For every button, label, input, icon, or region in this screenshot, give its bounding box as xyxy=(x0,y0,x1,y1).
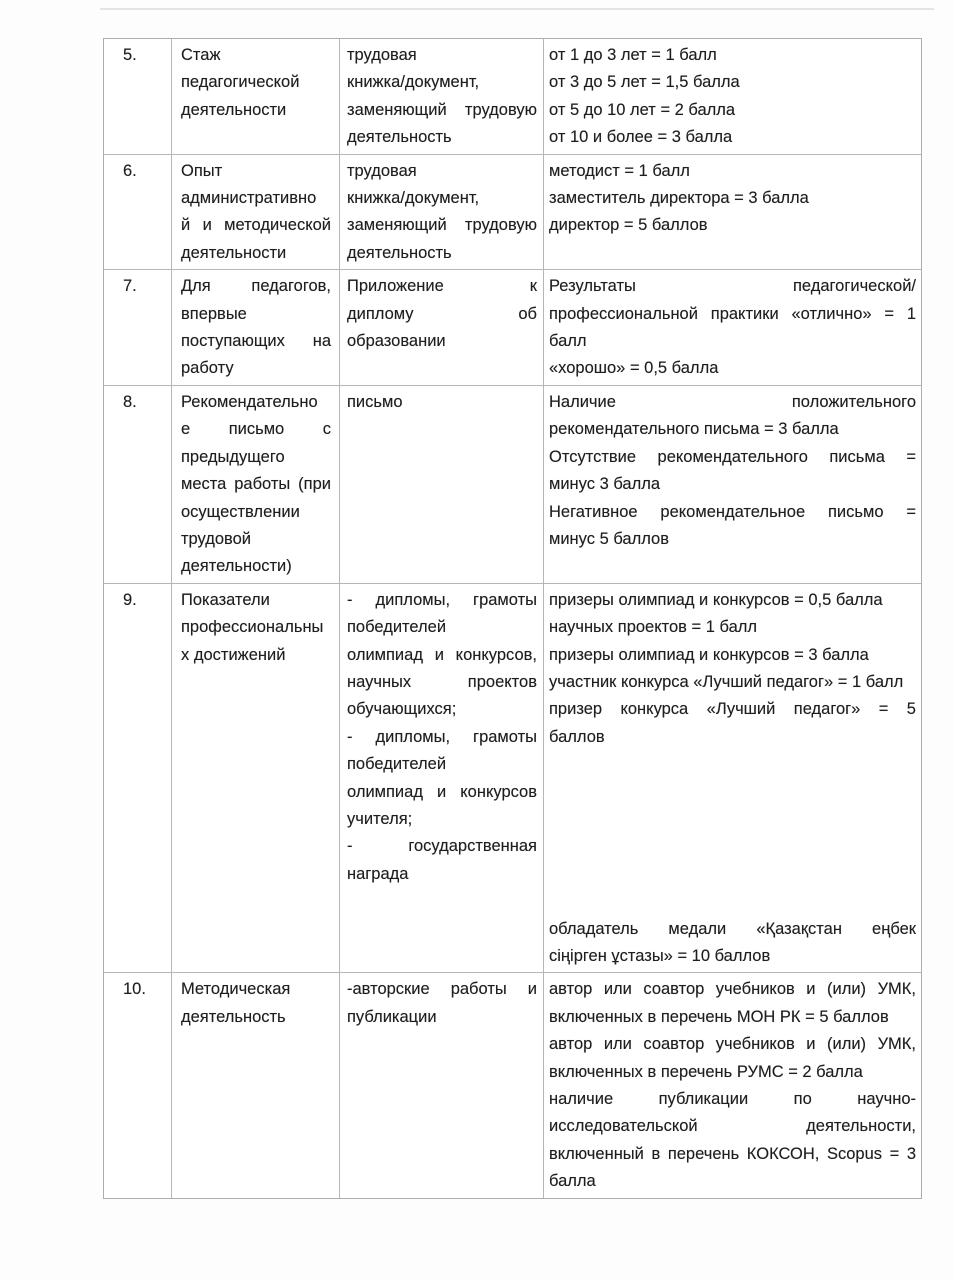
text-line: балла xyxy=(549,1172,596,1191)
table-row xyxy=(104,973,921,1197)
cell-documents xyxy=(340,39,544,155)
text-line: от 1 до 3 лет = 1 балл xyxy=(549,46,717,64)
text-line: педагогической xyxy=(181,73,300,92)
text-line: от 5 до 10 лет = 2 балла xyxy=(549,100,736,119)
cell-number xyxy=(104,39,172,155)
cell-criterion xyxy=(172,584,340,974)
text-line: Результаты педагогической/ xyxy=(549,277,916,296)
text-line: победителей xyxy=(347,618,447,637)
text-line: награда xyxy=(347,864,409,883)
text-line: трудовая xyxy=(347,46,417,64)
cell-documents xyxy=(340,386,544,584)
row-number: 6. xyxy=(123,161,137,180)
blank-line xyxy=(549,779,916,806)
cell-number xyxy=(104,270,172,386)
text-line: от 3 до 5 лет = 1,5 балла xyxy=(549,73,740,92)
text-line: участник конкурса «Лучший педагог» = 1 балл xyxy=(549,672,904,691)
text-line: трудовой xyxy=(181,529,252,548)
text-line: включенных в перечень МОН РК = 5 баллов xyxy=(549,1007,889,1026)
row-number: 7. xyxy=(123,277,137,296)
text-line: е письмо с xyxy=(181,420,331,439)
blank-line xyxy=(549,888,916,915)
text-line: научных проектов xyxy=(347,672,537,691)
text-line: Стаж xyxy=(181,46,221,64)
text-line: сіңірген ұстазы» = 10 баллов xyxy=(549,946,771,965)
text-line: включенных в перечень РУМС = 2 балла xyxy=(549,1062,863,1081)
cell-scoring xyxy=(544,386,921,584)
text-line: победителей xyxy=(347,755,447,774)
text-line: трудовая xyxy=(347,161,417,180)
text-line: осуществлении xyxy=(181,502,300,521)
cell-criterion xyxy=(172,386,340,584)
text-line: автор или соавтор учебников и (или) УМК, xyxy=(549,980,916,999)
text-line: обладатель медали «Қазақстан еңбек xyxy=(549,919,916,938)
text-line: Рекомендательно xyxy=(181,392,318,411)
text-line: деятельности xyxy=(181,243,287,262)
table-row xyxy=(104,270,921,386)
text-line: баллов xyxy=(549,727,605,746)
text-line: деятельность xyxy=(347,128,452,147)
blank-line xyxy=(549,833,916,860)
text-line: поступающих на xyxy=(181,332,331,351)
cell-number xyxy=(104,386,172,584)
cell-criterion xyxy=(172,39,340,155)
text-line: заместитель директора = 3 балла xyxy=(549,189,809,208)
text-line: письмо xyxy=(347,392,403,411)
text-line: обучающихся; xyxy=(347,700,457,719)
text-line: й и методической xyxy=(181,216,331,235)
text-line: -авторские работы и xyxy=(347,980,537,999)
cell-criterion xyxy=(172,973,340,1197)
cell-number xyxy=(104,973,172,1197)
cell-documents xyxy=(340,155,544,271)
table-row xyxy=(104,584,921,974)
cell-criterion xyxy=(172,270,340,386)
text-line: Показатели xyxy=(181,590,270,609)
cell-scoring xyxy=(544,973,921,1197)
text-line: наличие публикации по научно- xyxy=(549,1089,916,1108)
text-line: Негативное рекомендательное письмо = xyxy=(549,502,916,521)
text-line: минус 3 балла xyxy=(549,475,661,494)
text-line: книжка/документ, xyxy=(347,73,480,92)
text-line: методист = 1 балл xyxy=(549,161,690,180)
criteria-table xyxy=(103,38,922,1199)
row-number: 9. xyxy=(123,590,137,609)
text-line: - государственная xyxy=(347,837,537,856)
text-line: исследовательской деятельности, xyxy=(549,1117,916,1136)
text-line: призеры олимпиад и конкурсов = 0,5 балла xyxy=(549,590,883,609)
text-line: Методическая xyxy=(181,980,291,999)
text-line: научных проектов = 1 балл xyxy=(549,618,758,637)
table-row xyxy=(104,155,921,271)
cell-documents xyxy=(340,584,544,974)
text-line: от 10 и более = 3 балла xyxy=(549,128,733,147)
text-line: диплому об xyxy=(347,304,537,323)
cell-documents xyxy=(340,270,544,386)
cell-criterion xyxy=(172,155,340,271)
cell-number xyxy=(104,155,172,271)
text-line: «хорошо» = 0,5 балла xyxy=(549,359,719,378)
blank-line xyxy=(549,751,916,778)
table-row xyxy=(104,39,921,155)
text-line: впервые xyxy=(181,304,247,323)
text-line: заменяющий трудовую xyxy=(347,216,537,235)
text-line: Опыт xyxy=(181,161,223,180)
text-line: Для педагогов, xyxy=(181,277,331,296)
cell-scoring xyxy=(544,270,921,386)
text-line: деятельность xyxy=(181,1007,286,1026)
cell-scoring xyxy=(544,39,921,155)
text-line: призер конкурса «Лучший педагог» = 5 xyxy=(549,700,916,719)
text-line: Приложение к xyxy=(347,277,537,296)
text-line: заменяющий трудовую xyxy=(347,100,537,119)
text-line: рекомендательного письма = 3 балла xyxy=(549,420,839,439)
row-number: 8. xyxy=(123,392,137,411)
text-line: образовании xyxy=(347,332,446,351)
text-line: деятельности xyxy=(181,100,287,119)
cell-scoring xyxy=(544,155,921,271)
text-line: - дипломы, грамоты xyxy=(347,590,537,609)
page-top-rule xyxy=(100,8,934,10)
text-line: деятельности) xyxy=(181,557,292,576)
cell-number xyxy=(104,584,172,974)
text-line: публикации xyxy=(347,1007,437,1026)
text-line: места работы (при xyxy=(181,475,331,494)
table-row xyxy=(104,386,921,584)
text-line: деятельность xyxy=(347,243,452,262)
text-line: административно xyxy=(181,189,317,208)
text-line: призеры олимпиад и конкурсов = 3 балла xyxy=(549,645,869,664)
blank-line xyxy=(549,806,916,833)
row-number: 10. xyxy=(123,980,146,999)
text-line: балл xyxy=(549,332,587,351)
text-line: работу xyxy=(181,359,234,378)
text-line: х достижений xyxy=(181,645,286,664)
text-line: олимпиад и конкурсов xyxy=(347,782,537,801)
text-line: включенный в перечень КОКСОН, Scopus = 3 xyxy=(549,1144,916,1163)
text-line: учителя; xyxy=(347,809,413,828)
text-line: автор или соавтор учебников и (или) УМК, xyxy=(549,1035,916,1054)
text-line: минус 5 баллов xyxy=(549,529,669,548)
blank-line xyxy=(549,861,916,888)
text-line: книжка/документ, xyxy=(347,189,480,208)
row-number: 5. xyxy=(123,46,137,64)
text-line: директор = 5 баллов xyxy=(549,216,708,235)
text-line: Наличие положительного xyxy=(549,392,916,411)
cell-scoring xyxy=(544,584,921,974)
text-line: профессиональной практики «отлично» = 1 xyxy=(549,304,916,323)
text-line: профессиональны xyxy=(181,618,324,637)
cell-documents xyxy=(340,973,544,1197)
text-line: предыдущего xyxy=(181,447,285,466)
text-line: Отсутствие рекомендательного письма = xyxy=(549,447,916,466)
text-line: олимпиад и конкурсов, xyxy=(347,645,537,664)
text-line: - дипломы, грамоты xyxy=(347,727,537,746)
